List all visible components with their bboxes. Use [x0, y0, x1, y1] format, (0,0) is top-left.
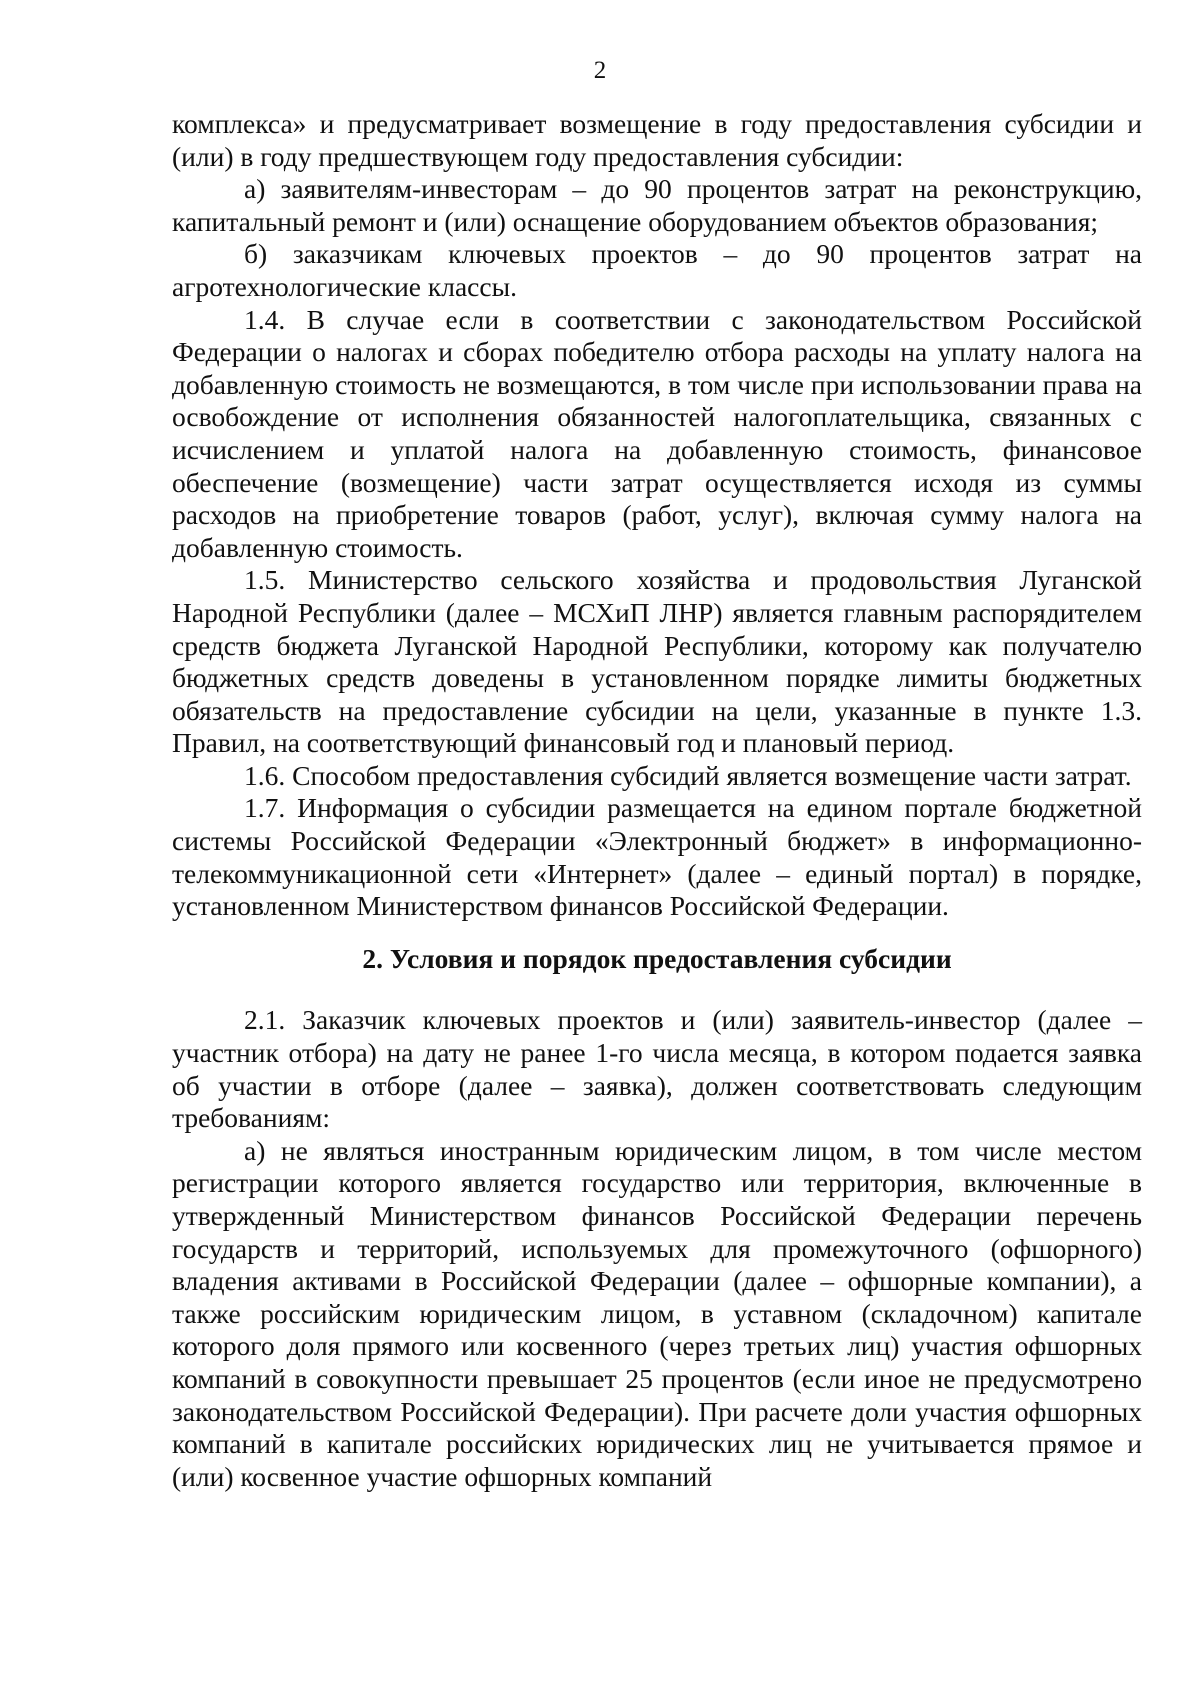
paragraph-item-b: б) заказчикам ключевых проектов – до 90 процентов затрат на агротехнологические классы.: [172, 238, 1142, 302]
section-title: 2. Условия и порядок предоставления субсидии: [362, 942, 952, 974]
paragraph-1-5: 1.5. Министерство сельского хозяйства и продовольствия Луганской Народной Республики (далее – МСХиП ЛНР) является главным распорядителем средств бюджета Луганской Народной Республики, которому как получателю бюджетных средств доведены в установленном порядке лимиты бюджетных обязательств на предоставление субсидии на цели, указанные в пункте 1.3. Правил, на соответствующий финансовый год и плановый период.: [172, 564, 1142, 759]
paragraph-2-1: 2.1. Заказчик ключевых проектов и (или) заявитель-инвестор (далее – участник отбора) на дату не ранее 1-го числа месяца, в котором подается заявка об участии в отборе (далее – заявка), должен соответствовать следующим требованиям:: [172, 1004, 1142, 1134]
paragraph-1-4: 1.4. В случае если в соответствии с законодательством Российской Федерации о налогах и сборах победителю отбора расходы на уплату налога на добавленную стоимость не возмещаются, в том числе при использовании права на освобождение от исполнения обязанностей налогоплательщика, связанных с исчислением и уплатой налога на добавленную стоимость, финансовое обеспечение (возмещение) части затрат осуществляется исходя из суммы расходов на приобретение товаров (работ, услуг), включая сумму налога на добавленную стоимость.: [172, 303, 1142, 563]
paragraph-item-a: а) заявителям-инвесторам – до 90 процентов затрат на реконструкцию, капитальный ремонт и (или) оснащение оборудованием объектов образования;: [172, 173, 1142, 237]
paragraph-1-6: 1.6. Способом предоставления субсидий является возмещение части затрат.: [244, 759, 1132, 791]
page-number: 2: [593, 57, 607, 84]
paragraph-continuation: комплекса» и предусматривает возмещение в году предоставления субсидии и (или) в году предшествующем году предоставления субсидии:: [172, 108, 1142, 172]
paragraph-2-1-a: а) не являться иностранным юридическим лицом, в том числе местом регистрации которого является государство или территория, включенные в утвержденный Министерством финансов Российской Федерации перечень государств и территорий, используемых для промежуточного (офшорного) владения активами в Российской Федерации (далее – офшорные компании), а также российским юридическим лицом, в уставном (складочном) капитале которого доля прямого или косвенного (через третьих лиц) участия офшорных компаний в совокупности превышает 25 процентов (если иное не предусмотрено законодательством Российской Федерации). При расчете доли участия офшорных компаний в капитале российских юридических лиц не учитывается прямое и (или) косвенное участие офшорных компаний: [172, 1134, 1142, 1492]
document-body: [172, 108, 1142, 1493]
paragraph-1-7: 1.7. Информация о субсидии размещается на едином портале бюджетной системы Российской Федерации «Электронный бюджет» в информационно-телекоммуникационной сети «Интернет» (далее – единый портал) в порядке, установленном Министерством финансов Российской Федерации.: [172, 792, 1142, 922]
